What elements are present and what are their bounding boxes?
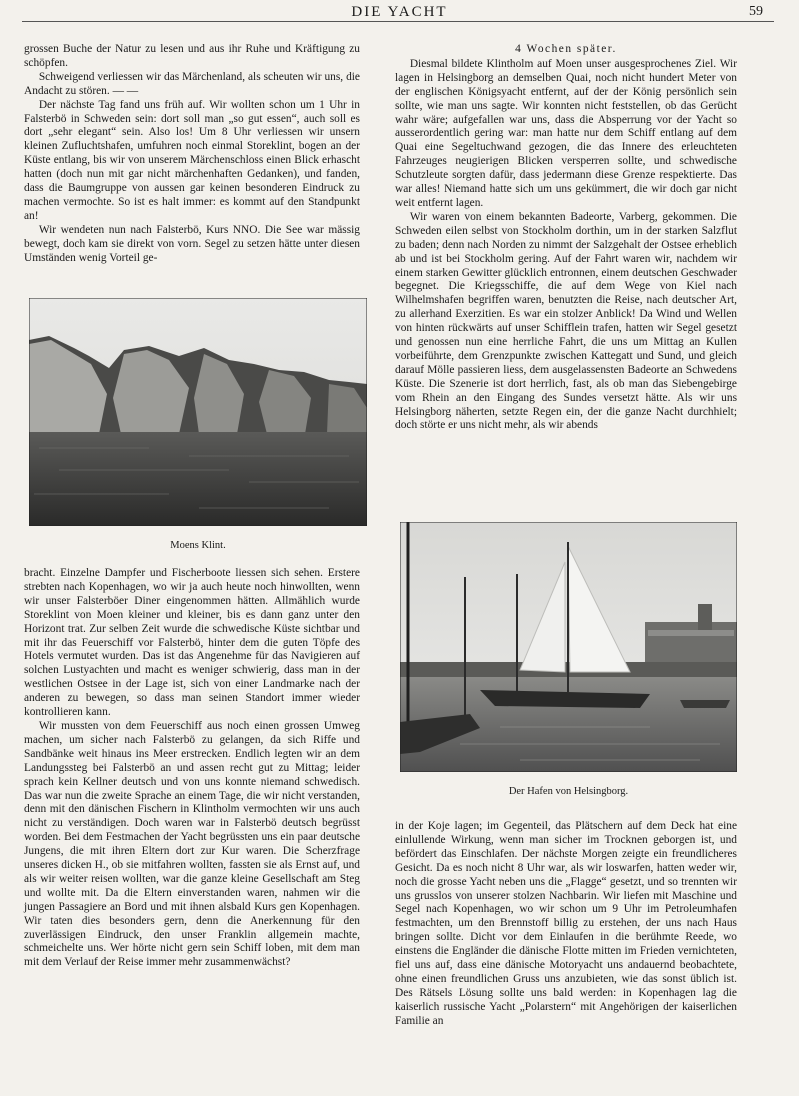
paragraph: Der nächste Tag fand uns früh auf. Wir wollten schon um 1 Uhr in Falsterbö in Schweden sein: dort soll man „so gut essen“, auch soll es dort „sehr elegant“ sein. Also los! Um 8 Uhr verliessen wir unsern kleinen Zufluchtshafen, umfuhren noch einmal Storeklint, bogen an der Küste entlang, bis wir von unserem Märchenschloss einen Blick erhascht hatten (doch nun mit gar nicht märchenhaften Gedanken), und fanden, dass die Baumgruppe von aussen gar keinen besonderen Eindruck zu machen vermochte. So ist es halt immer: es kommt auf den Standpunkt an! [24,98,360,222]
paragraph: Wir mussten von dem Feuerschiff aus noch einen grossen Umweg machen, um sicher nach Falsterbö zu gelangen, da sich Riffe und Sandbänke weit hinaus ins Meer erstrecken. Endlich legten wir an dem Landungssteg bei Falsterbö an und assen recht gut zu Mittag; leider sprach kein Kellner deutsch und von uns konnte niemand schwedisch. Das war nun die zweite Sprache an einem Tage, die wir nicht verstanden, denn mit den dänischen Fischern in Klintholm vermochten wir uns auch nicht zu verständigen. Doch waren war in Falsterbö deutsch begrüsst worden. Bei dem Festmachen der Yacht begrüssten uns ein paar deutsche Jungens, die mit ihren Eltern dort zur Kur waren. Die Scherzfrage unseres dicken H., ob sie mitfahren wollten, fassten sie als Ernst auf, und als wir weiter reisen wollten, war die ganze kleine Gesellschaft am Steg und wollte mit. Da die Eltern einverstanden waren, nahmen wir die jungen Passagiere an Bord und mit ihnen alsbald Kurs gen Kopenhagen. Wir taten dies besonders gern, denn die Anerkennung für den zuverlässigen Eindruck, den unser Franklin allgemein machte, schmeichelte uns. Wer hörte nicht gern sein Schiff loben, mit dem man mit dem Verlauf der Reise immer mehr zusammenwächst? [24,719,360,969]
photo-moens-klint [29,298,367,526]
section-subheading: 4 Wochen später. [515,43,617,55]
caption-moens-klint: Moens Klint. [170,540,226,551]
paragraph: Wir wendeten nun nach Falsterbö, Kurs NNO. Die See war mässig bewegt, doch kam sie direkt von vorn. Segel zu setzen hätte unter diesen Umständen wenig Vorteil ge- [24,223,360,264]
left-column-bottom [24,567,360,970]
paragraph: Wir waren von einem bekannten Badeorte, Varberg, gekommen. Die Schweden eilen selbst von Stockholm dorthin, um in der starken Salzflut zu baden; denn nach Norden zu nimmt der Salzgehalt der Ostsee erheblich ab und ist bei Stockholm gering. Auf der Fahrt waren wir, nachdem wir einem starken Gewitter glücklich entronnen, einem deutschen Geschwader begegnet. Die Kriegsschiffe, die auf dem Wege von Kiel nach Wilhelmshafen begriffen waren, benutzten die Reise, nach deutscher Art, zu allerhand Exerzitien. Es war ein stolzer Anblick! Da Wind und Wellen von hinten rückwärts auf unser Schifflein trafen, hatten wir Segel gesetzt und genossen nun eine herrliche Fahrt, die uns um Mittag an Kullen vorbeiführte, dem Grenzpunkte zwischen Kattegatt und Sund, und gleich darauf Mölle passieren liess, dem ausgelassensten Badeorte an Schwedens Küste. Die Szenerie ist dort herrlich, fast, als ob man das Siebengebirge vom Rhein an den Eingang des Sundes versetzt hätte. Als wir uns Helsingborg näherten, setzte Regen ein, der die ganze Nacht durchhielt; doch störte er uns nicht mehr, als wir abends [395,210,737,432]
page-number: 59 [749,4,763,19]
right-column-top [395,43,737,433]
paragraph: Schweigend verliessen wir das Märchenland, als scheuten wir uns, die Andacht zu stören. — — [24,70,360,97]
header-rule [22,21,774,22]
caption-hafen-helsingborg: Der Hafen von Helsingborg. [508,786,629,797]
paragraph: in der Koje lagen; im Gegenteil, das Plätschern auf dem Deck hat eine einlullende Wirkung, wenn man sicher im Trocknen geborgen ist, und befördert das Einschlafen. Der nächste Morgen zeigte ein freundlicheres Gesicht. Da es noch nicht 8 Uhr war, als wir loswarfen, hatten weder wir, noch die grosse Yacht neben uns die „Flagge“ gesetzt, und so trennten wir uns grusslos von unserer stolzen Nachbarin. Wir liefen mit Maschine und Segel nach Kopenhagen, wo wir schon um 9 Uhr im Petroleumhafen festmachten, um den Brennstoff billig zu erstehen, der uns nach Haus bringen sollte. Dicht vor dem Einlaufen in die berühmte Reede, wo einstens die Engländer die dänische Flotte mitten im Frieden vernichteten, fiel uns auf, dass eine dänische Motoryacht uns andauernd beobachtete, ohne einen freundlichen Gruss uns anzubieten, wie das sonst üblich ist. Des Rätsels Lösung sollte uns bald werden: in Kopenhagen lag die kaiserlich russische Yacht „Polarstern“ mit Angehörigen der kaiserlichen Familie an [395,820,737,1027]
photo-hafen-helsingborg [400,522,737,772]
paragraph: bracht. Einzelne Dampfer und Fischerboote liessen sich sehen. Erstere strebten nach Kopenhagen, wo wir ja auch heute noch hinwollten, wenn wir unser Falsterböer Diner eingenommen hätten. Allmählich wurde Storeklint von Moen kleiner und kleiner, bis es dann ganz unter den Horizont trat. Zur selben Zeit wurde die schwedische Küste sichtbar und mit ihr das Feuerschiff vor Falsterbö, hinter dem die guten Töpfe des Hotels vermutet wurden. Das ist das Angenehme für das Navigieren auf solchen Lustyachten und macht es weniger schwierig, dass man in der westlichen Ostsee in der Lage ist, sich von einer Landmarke nach der anderen zu bewegen, so dass man seinen Standort immer wieder kontrollieren kann. [24,567,360,719]
paragraph: Diesmal bildete Klintholm auf Moen unser ausgesprochenes Ziel. Wir lagen in Helsingborg an demselben Quai, noch nicht hundert Meter von der englischen Königsyacht entfernt, auf der der König persönlich sein sollte, wie man uns sagte. Wir konnten nicht feststellen, ob das Gerücht wahr wäre; aufgefallen war uns, dass die Absperrung vor der Yacht so ausserordentlich gering war: man hatte nur dem Schiff entlang auf dem Quai eine Segeltuchwand gezogen, die das Innere des erleuchteten Fahrzeuges neugierigen Blicken versperren sollte, und schwedische Schutzleute sorgten dafür, dass jedermann diese Grenze respektierte. Das war alles! Niemand hatte sich um uns gekümmert, die wir doch gar nicht weit entfernt lagen. [395,57,737,209]
running-title: DIE YACHT [351,4,448,20]
paragraph: grossen Buche der Natur zu lesen und aus ihr Ruhe und Kräftigung zu schöpfen. [24,43,360,69]
left-column-top [24,43,360,266]
right-column-bottom [395,820,737,1029]
